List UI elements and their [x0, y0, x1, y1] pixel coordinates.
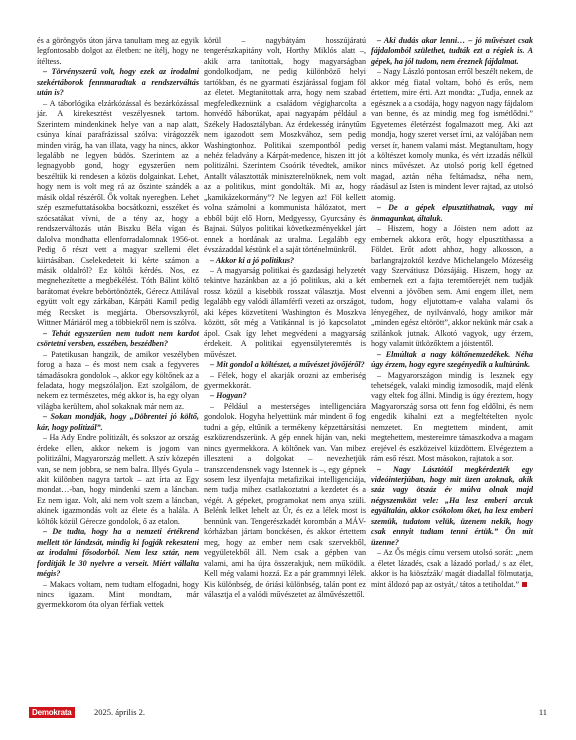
article-paragraph: – A magyarság politikai és gazdasági helyzetét tekintve hazánkban az a jó politikus, aki a két rossz közül a kisebbik rosszat választja. Most legalább egy valódi államférfi vezeti az országot, aki képes közvetíteni Washington és Moszkva között, sőt még a Vatikánnal is jó kapcsolatot ápol. Csak így lehet megvédeni a magyarság érdekeit. A politikai egyensúlyteremtés is művészet.	[204, 265, 366, 359]
interview-question: – Akkor ki a jó politikus?	[210, 255, 295, 265]
text-column-3	[371, 36, 533, 590]
article-paragraph: és a göröngyös úton járva tanultam meg az egyik legfontosabb dolgot az életben: ne ítélj, hogy ne ítéltess.	[37, 36, 199, 66]
text-column-1	[37, 36, 199, 611]
interview-question: – Törvényszerű volt, hogy ezek az irodalmi szekértáborok fennmaradtak a rendszerváltás után is?	[37, 67, 199, 98]
publication-date: 2025. április 2.	[94, 707, 145, 717]
article-paragraph: – Makacs voltam, nem tudtam elfogadni, hogy nincs igazam. Mint mondtam, már gyermekkorom óta olyan férfiak vettek	[37, 579, 199, 610]
page-footer	[29, 706, 547, 720]
article-paragraph: – Félek, hogy el akarják orozni az emberiség gyermekkorát.	[204, 370, 366, 390]
text-column-2	[204, 36, 366, 600]
article-paragraph: – Az Ős mégis címu versem utolsó sorát: „nem a életet lázadés, csak a lázadó porlad,/ s az élet, akkor is ha kiöszt́zák/ magát diadallal fölmutatja, mint áldozó pap az ostyát,/ tátos a tetiholdat.”	[371, 548, 533, 589]
interview-question: – Nagy Lásztótól megkérdezték egy videóinterjúban, hogy mit üzen azoknak, akik száz vagy ötszáz év múlva olnak majd négyszemközt vele: „Ha lesz emberi arcuk egyáltalán, akkor csókolom őket, ha lesz emberi szemük, tudatom velük, üzenem nekik, hogy csak ennyit tudtam tenni értük.” Ön mit üzenne?	[371, 464, 533, 547]
article-paragraph: – Patetikusan hangzik, de amikor veszélyben forog a haza – és most nem csak a fegyveres támadásokra gondolok –, akkor egy költőnek az a feladata, hogy megszólaljon. Ezt szolgálom, de nekem ez természetes, még akkor is, ha egy olyan világba kerültem, ahol sokaknak már nem az.	[37, 349, 199, 411]
end-of-article-square	[522, 582, 527, 587]
interview-question: – Sokan mondják, hogy „Döbrentei jó költő, kár, hogy politizál”.	[37, 412, 199, 432]
interview-question: – Elmúltak a nagy költőnemzedékek. Néha úgy érzem, hogy egyre szegényedik a kultúránk.	[371, 349, 533, 370]
article-paragraph: – Nagy László pontosan erről beszélt nekem, de akkor még fiatal voltam, bohó és erős, nem értettem, mire érti. Azt mondta: „Tudja, ennek az egésznek a a csodája, hogy nagyon nagy fájdalom van benne, és az mindig meg fog ismétlődni.” Egyetemes életérzést fogalmazott meg. Aki azt mondja, hogy szeret verset írni, az valójában nem verset ír, hanem valami mást. Megtanultam, hogy a költészet komoly munka, és vért izzadás nélkül nincs művészet. Az utolsó porig kell égetned magad, aztán néha feltámadsz, néha nem, ráadásul az Isten is mindent lever rajtad, az utolsó atomig.	[371, 67, 533, 202]
interview-question: – Aki dudás akar lenni… – jó művészet csak fájdalomból születhet, tudták ezt a régiek is. A gépek, ha jól tudom, nem éreznek fájdalmat.	[371, 36, 533, 66]
interview-question: – Tehát egyszerűen nem tudott nem kardot csörtetni versben, esszében, beszédben?	[37, 328, 199, 349]
interview-question: – Mit gondol a költészet, a művészet jövőjéről?	[210, 360, 365, 370]
magazine-logo: Demokrata	[29, 707, 75, 718]
interview-question: – Hogyan?	[210, 391, 247, 401]
article-paragraph: – A táborlógika elzárkózással és bezárkózással jár. A kirekesztést veszélyesnek tartom. Szerintem mindenkinek helye van a nap alatt, csúnya kínai parafrázissal szólva: virágozzék minden virág, ha van illata, vagy ha nincs, akkor legalább ne legyen büdös. Szerintem az a legnagyobb gond, hogy egyszerűen nem beszéltük ki rendesen a közös dolgainkat. Lehet, hogy nem is volt meg rá az őszinte szándék a másik oldal részéről. Ők voltak nyeregben. Lehet szép eszmefuttatásokba bocsátkozni, esszéket és szócsatákat vívni, de a tény az, hogy a rendszerváltozás után Biszku Béla vígan és dalolva mondhatta ellenforradalomnak 1956-ot. Pedig ő részt vett a magyar szellemi élet kiirtásában. Cselekedeteit ki kérte számon a másik oldalról? Ez költői kérdés. Nos, ez megnehezítette a megbékélést. Tóth Bálint költő barátomat évekre bebörtönözték, Gérecz Attilával együtt volt egy zárkában, Kárpáti Kamil pedig még Recsket is megjárta. Obersovszkyról, Wittner Máriáról meg a többiekről nem is szólva.	[37, 98, 199, 328]
article-paragraph: – Hiszem, hogy a Jóisten nem adott az embernek akkora erőt, hogy elpusztíthassa a Földet. Erőt adott ahhoz, hogy alkosson, a barlangrajzoktól kezdve Michelangelo Mózeséig vagy Szervátiusz Dózsájáig. Hiszem, hogy az embernek ezt a fajta teremtőerejét nem tudják elvenni a jövőben sem. Ami engem illet, nem tudom, hogy eljutottam-e valaha valami ős lényegéhez, de nyilvánvaló, hogy amikor már „minden egész eltörött”, akkor nekünk már csak a szilánkok jutnak. Alkotó vagyok, ugy érzem, hogy valamit ütközőktem a jóistentől.	[371, 224, 533, 349]
article-paragraph: – Magyarországon mindig is lesznek egy tehetségek, valaki mindig izmosodik, majd elénk vagy eltek fog állni. Mindig is úgy éreztem, hogy Magyarország sorsa ott fenn fog eldőlni, és nem engedik kihalni ezt a megfeltételten nyolc nemzetet. En megtettem mindent, amit megtehettem, mestereimre támaszkodva a magam erejével és eszközeivel küzdöttem. Elvégeztem a rám eső részt. Most másokon, rajtatok a sor.	[371, 370, 533, 464]
article-paragraph: körül – nagybátyám hosszújáratú tengerészkapitány volt, Horthy Miklós alatt –, akik arra tanítottak, hogy magyarságban gondolkodjam, ne pedig különböző helyi tartókban, és ne gyarmati észjárással fogjam föl az életet. Megtanítottak arra, hogy nem szabad megfeledkeznünk a családom végigharcolta a honvédő háborúkat, apai nagyapám például a Székely Hadosztályban. Az érdekesség iránytűm nem igazodott sem Moszkvához, sem pedig Washingtonhoz. Politikai szempontból pedig nehéz feladvány a Kárpát-medence, hiszen itt jót politizálni. Szerintem Csoórik tévedtek, amikor Antallt választották miniszterelnöknek, nem volt az a politikus, mint gondolták. Mi az, hogy „kamikázekormány”? Ne legyen az! Föl kellett volna számolni a kommunista hálózatot, mert ebből bújt elő Horn, Medgyessy, Gyurcsány és Bajnai. Súlyos politikai következményekkel járt ennek a hordának az uralma. Legalább egy évszázaddal késtünk el a saját történelmünkről.	[204, 36, 366, 255]
article-paragraph: – Ha Ady Endre politizált, és sokszor az ország érdeke ellen, akkor nekem is jogom van politizálni, Magyarország mellett. A szív közepén van, se nem jobbra, se nem balra. Illyés Gyula – akit különben nagyra tartok – azt írta az Egy mondat…-ban, hogy mindenki szem a láncban. Ez nem igaz. Volt, aki nem volt szem a láncban, akinek igazmondás volt az élete és a halála. A költők közül Gérecze gondolok, ő az etalon.	[37, 433, 199, 526]
interview-question: – De tudta, hogy ha a nemzeti értékrend mellett tör lándzsát, mindig ki fogják rekeszteni az irodalmi fősodorból. Nem lesz sztár, nem fordítják le 30 nyelvre a verseit. Miért vállalta mégis?	[37, 527, 199, 579]
interview-question: – De a gépek elpusztíthatnak, vagy mi önmagunkat, általuk.	[371, 203, 533, 223]
page-number: 11	[538, 707, 547, 717]
article-paragraph: – Például a mesterséges intelligenciára gondolok. Hogyha helyettünk már mindent ő fog tudni a gép, eltűnik a termékeny képzettársítási eszközrendszerünk. A gép ennek híján van, neki nincs gyermekkora. A költőnek van. Van mibez illeszteni a dolgokat – nevezhetjük transzcendensnek vagy Istennek is –, egy gépnek sosem lesz ilyenfajta metafizikai intelligenciája, nem tudja mihez csatlakoztatni a kezdetet és a végét. A gépeket, programokat nem anya szüli. Belénk lelket lehelt az Úr, és ez a lélek most is bennünk van. Tengerészkadét korombán a MÁV-kórházban jártam bonckésen, és akkor értettem meg, hogy az ember nem csak szervekből, vegyületekből áll. Nem csak a gépben van valami, ami ha újra összerakjuk, nem működik. Kell még valami hozzá. Ez a pár grammnyi lélek. Kis különbség, de óriási különbség, talán pont ez választja el a valódi művészetet az álművészettől.	[204, 401, 366, 600]
